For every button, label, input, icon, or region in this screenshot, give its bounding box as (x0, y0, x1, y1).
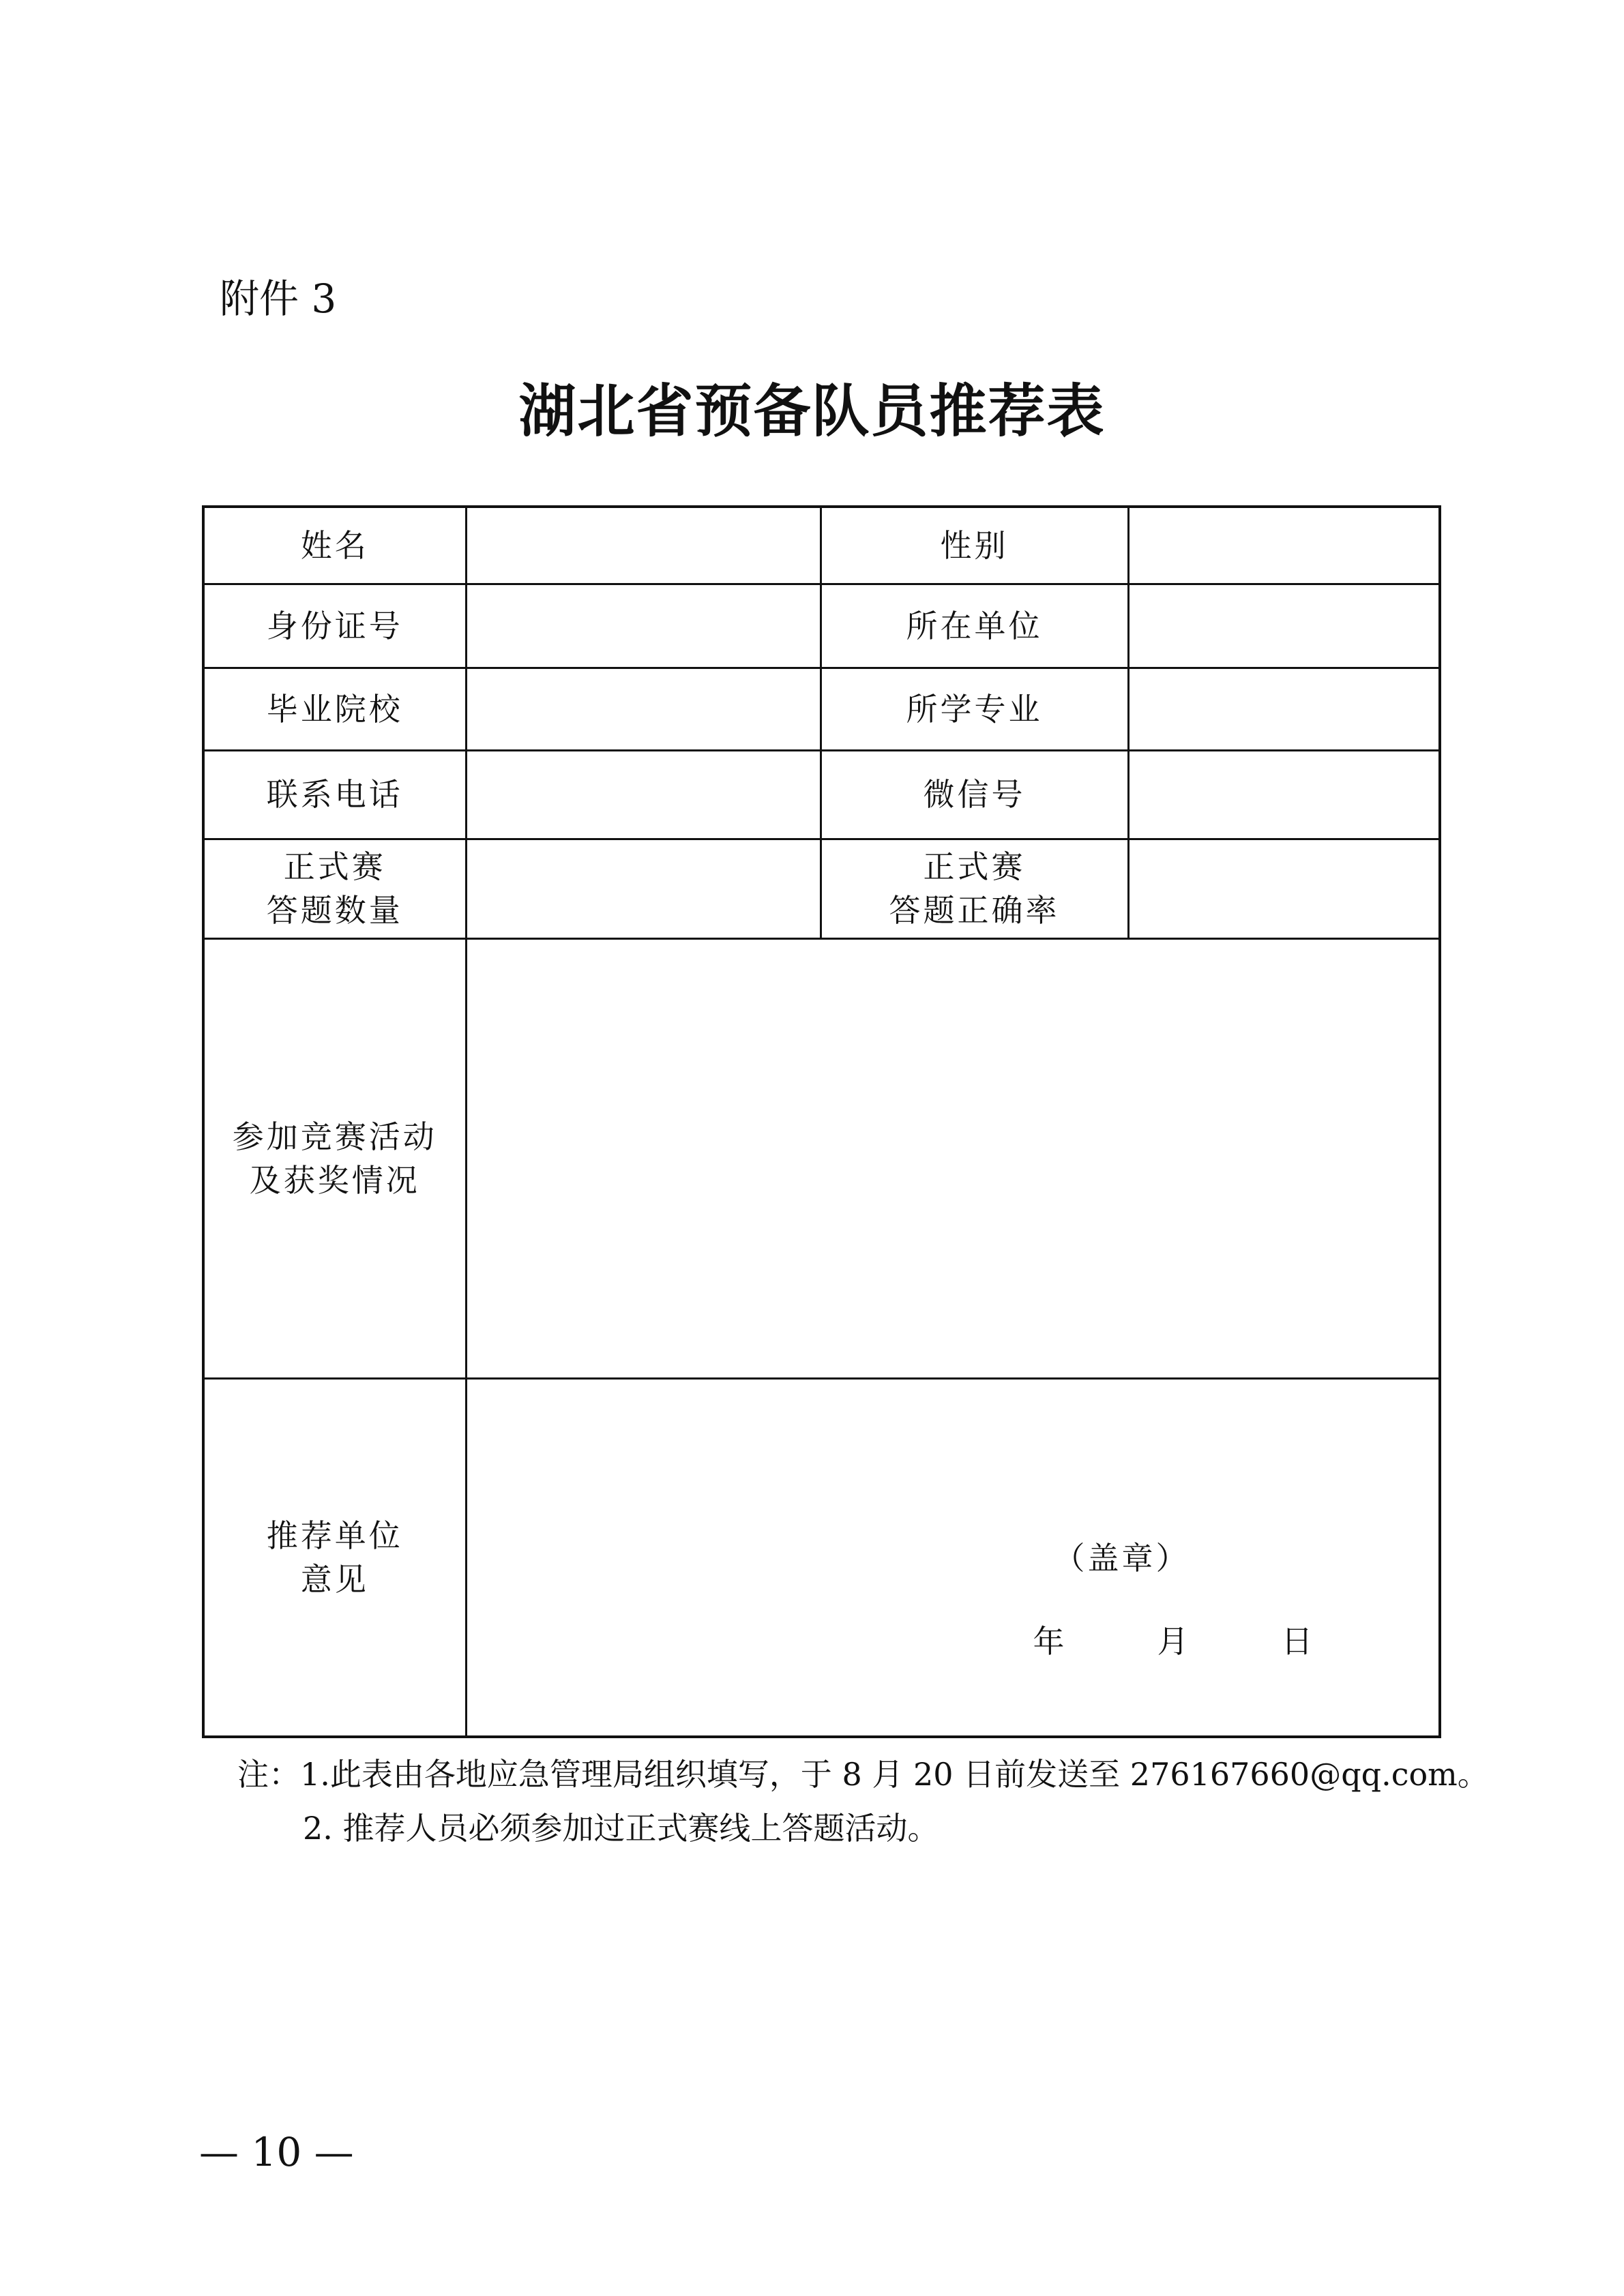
date-line (1033, 1620, 1316, 1663)
unit-label: 所在单位 (821, 584, 1128, 668)
awards-label-line1: 参加竞赛活动 (232, 1118, 437, 1156)
answer-count-label (203, 839, 466, 938)
id-number-label: 身份证号 (203, 584, 466, 668)
school-field[interactable] (466, 668, 821, 751)
phone-field[interactable] (466, 751, 821, 839)
accuracy-label-line2: 答题正确率 (889, 892, 1060, 929)
major-label: 所学专业 (821, 668, 1128, 751)
major-field[interactable] (1128, 668, 1440, 751)
answer-count-label-line2: 答题数量 (266, 892, 403, 929)
accuracy-label-line1: 正式赛 (923, 848, 1026, 886)
opinion-field[interactable] (466, 1379, 1440, 1737)
form-title: 湖北省预备队员推荐表 (518, 377, 1106, 445)
date-year-label: 年 (1033, 1623, 1067, 1660)
form-row-name (203, 507, 1440, 584)
date-day-label: 日 (1281, 1623, 1316, 1660)
name-field[interactable] (466, 507, 821, 584)
phone-label: 联系电话 (203, 751, 466, 839)
date-month-label: 月 (1157, 1623, 1192, 1660)
id-number-field[interactable] (466, 584, 821, 668)
unit-field[interactable] (1128, 584, 1440, 668)
note-line-1: 注：1.此表由各地应急管理局组织填写，于 8 月 20 日前发送至 276167660@qq.com。 (237, 1756, 1489, 1793)
accuracy-field[interactable] (1128, 839, 1440, 938)
form-row-opinion (203, 1379, 1440, 1737)
answer-count-label-line1: 正式赛 (283, 848, 386, 886)
attachment-label: 附件 3 (220, 275, 337, 322)
form-row-id (203, 584, 1440, 668)
accuracy-label (821, 839, 1128, 938)
page-number: — 10 — (199, 2129, 354, 2175)
awards-label-line2: 及获奖情况 (249, 1162, 420, 1199)
answer-count-field[interactable] (466, 839, 821, 938)
wechat-label: 微信号 (821, 751, 1128, 839)
gender-field[interactable] (1128, 507, 1440, 584)
gender-label: 性别 (821, 507, 1128, 584)
form-row-school (203, 668, 1440, 751)
awards-field[interactable] (466, 938, 1440, 1378)
form-row-answers (203, 839, 1440, 938)
wechat-field[interactable] (1128, 751, 1440, 839)
opinion-label-line1: 推荐单位 (266, 1517, 403, 1555)
opinion-seal-area (467, 1380, 1439, 1735)
recommendation-form-table (202, 505, 1441, 1738)
form-row-contact (203, 751, 1440, 839)
awards-label (203, 938, 466, 1378)
opinion-label-line2: 意见 (300, 1561, 369, 1598)
note-line-2: 2. 推荐人员必须参加过正式赛线上答题活动。 (303, 1810, 939, 1847)
school-label: 毕业院校 (203, 668, 466, 751)
seal-label: （盖章） (1053, 1540, 1190, 1577)
form-row-awards (203, 938, 1440, 1378)
opinion-label (203, 1379, 466, 1737)
name-label: 姓名 (203, 507, 466, 584)
